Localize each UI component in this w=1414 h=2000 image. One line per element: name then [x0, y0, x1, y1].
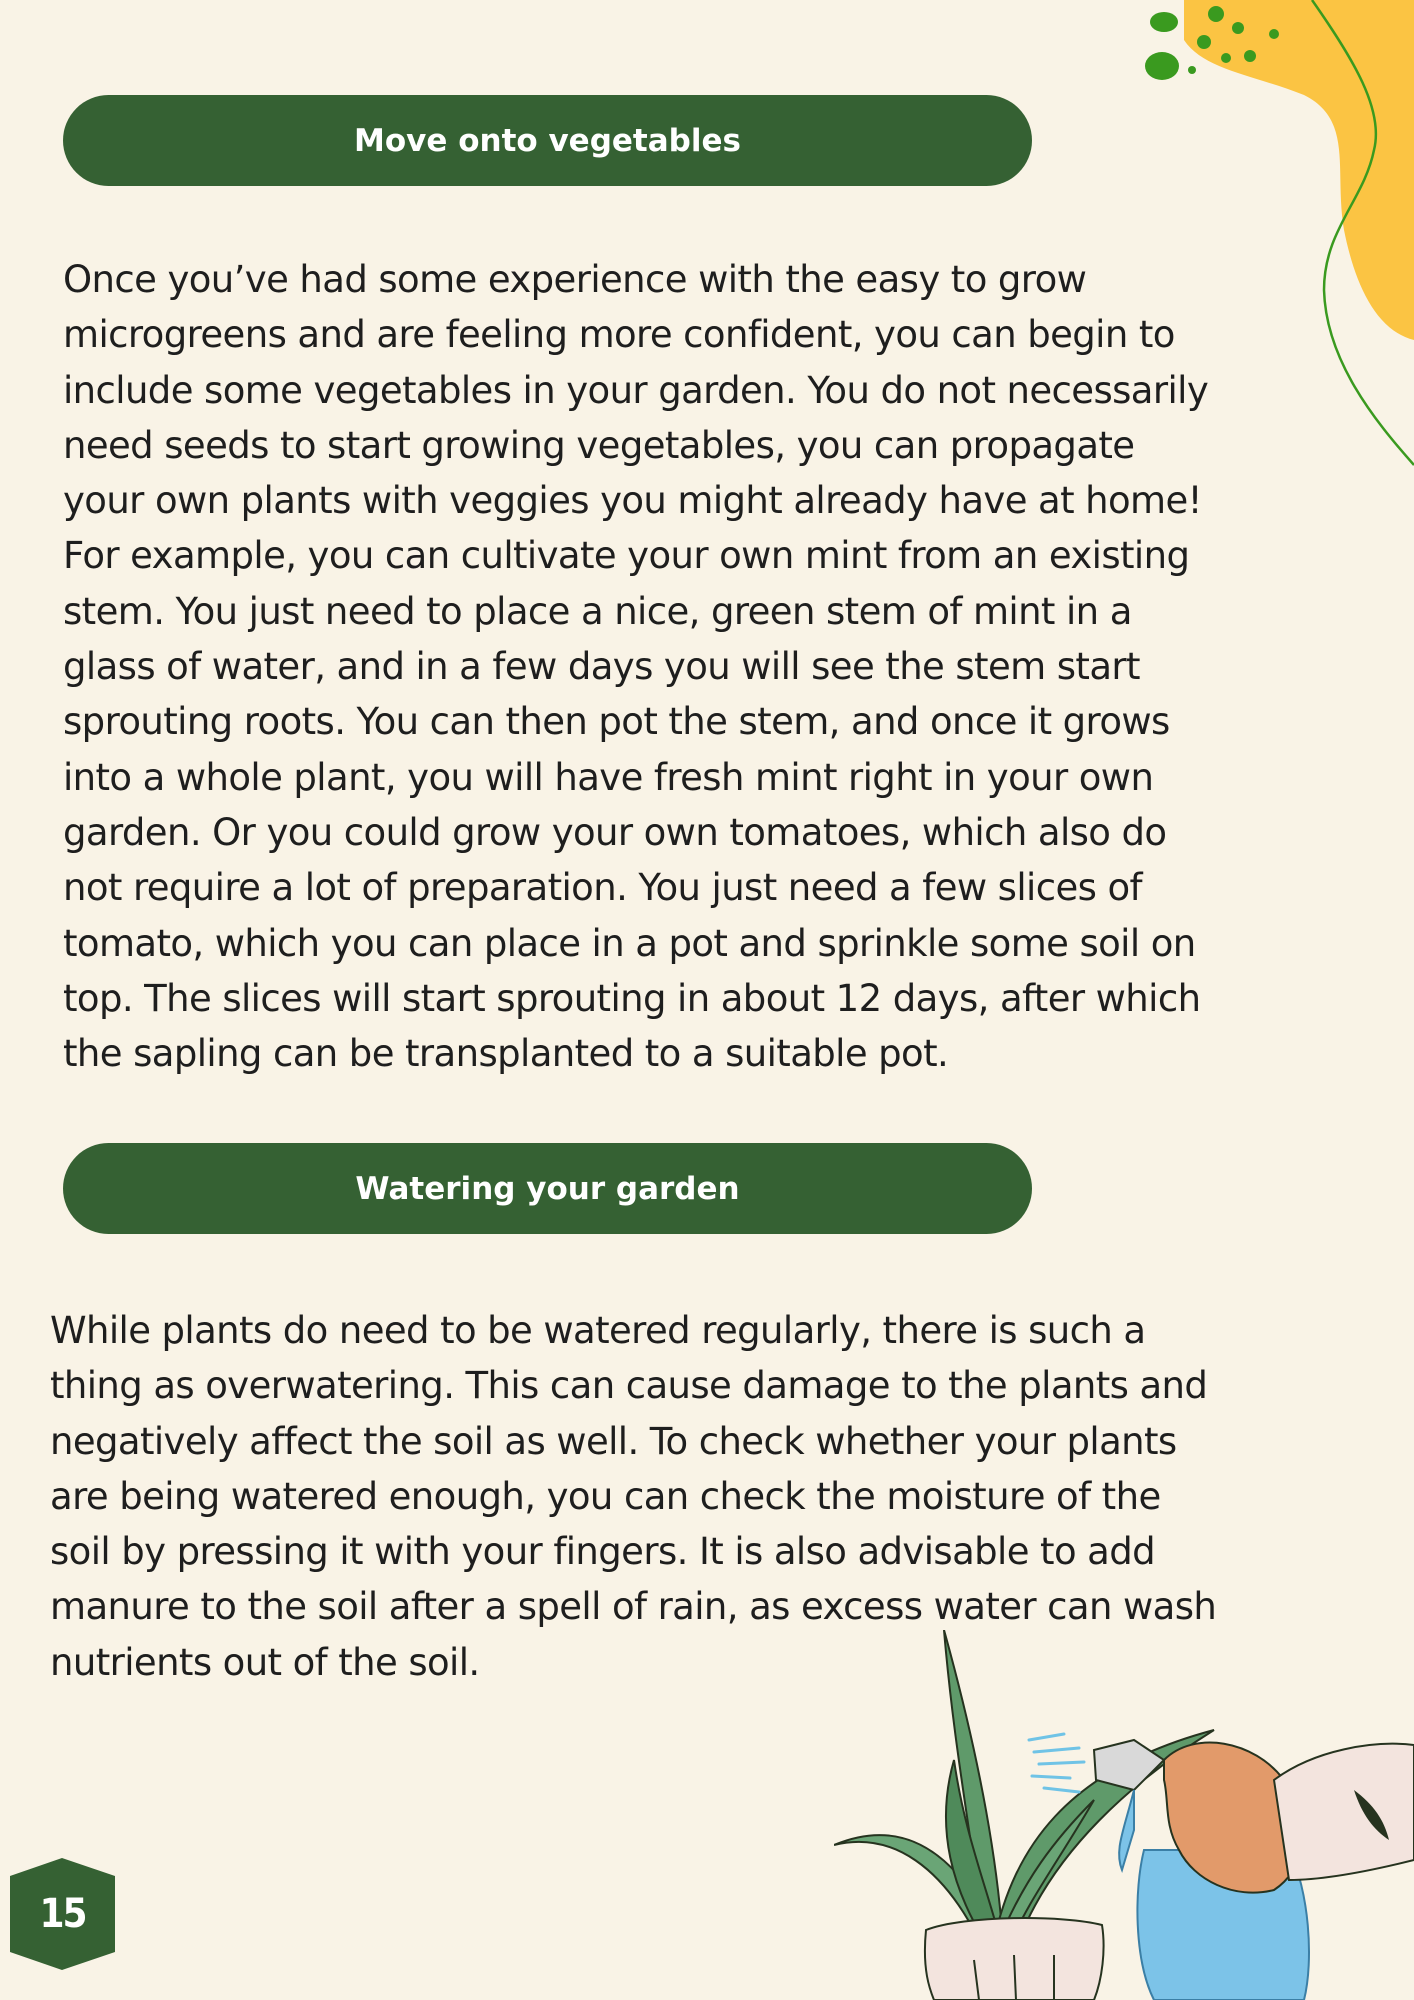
text-line: sprouting roots. You can then pot the stem, and once it grows: [63, 700, 1170, 744]
vegetables-paragraph: [63, 252, 1208, 1081]
leaf-dot-shape: [1232, 22, 1244, 34]
spray-bottle-nozzle-shape: [1094, 1740, 1164, 1790]
leaf-dot-shape: [1269, 29, 1279, 39]
leaf-dot-shape: [1145, 52, 1179, 80]
text-line: microgreens and are feeling more confident, you can begin to: [63, 313, 1175, 357]
leaf-dot-shape: [1244, 50, 1256, 62]
text-line: thing as overwatering. This can cause damage to the plants and: [50, 1364, 1208, 1408]
text-line: include some vegetables in your garden. You do not necessarily: [63, 368, 1209, 412]
text-line: glass of water, and in a few days you will see the stem start: [63, 645, 1140, 689]
text-line: stem. You just need to place a nice, green stem of mint in a: [63, 589, 1132, 633]
spray-mist-shape: [1029, 1734, 1084, 1792]
yellow-blob-shape: [1184, 0, 1414, 340]
text-line: are being watered enough, you can check the moisture of the: [50, 1474, 1161, 1518]
sleeve-shape: [1274, 1744, 1414, 1880]
text-line: manure to the soil after a spell of rain, as excess water can wash: [50, 1585, 1217, 1629]
text-line: For example, you can cultivate your own mint from an existing: [63, 534, 1190, 578]
text-line: need seeds to start growing vegetables, you can propagate: [63, 423, 1135, 467]
section-heading-vegetables: Move onto vegetables: [63, 95, 1032, 186]
text-line: your own plants with veggies you might already have at home!: [63, 479, 1202, 523]
plant-spray-illustration: [834, 1630, 1414, 2000]
leaf-dot-shape: [1221, 53, 1231, 63]
leaf-dot-shape: [1150, 12, 1178, 32]
text-line: not require a lot of preparation. You just need a few slices of: [63, 866, 1142, 910]
text-line: negatively affect the soil as well. To check whether your plants: [50, 1419, 1177, 1463]
section-heading-watering: Watering your garden: [63, 1143, 1032, 1234]
leaf-dot-shape: [1208, 6, 1224, 22]
text-line: Once you’ve had some experience with the easy to grow: [63, 258, 1087, 301]
text-line: tomato, which you can place in a pot and sprinkle some soil on: [63, 921, 1196, 965]
leaf-dot-shape: [1197, 35, 1211, 49]
text-line: the sapling can be transplanted to a suitable pot.: [63, 1032, 949, 1076]
text-line: top. The slices will start sprouting in about 12 days, after which: [63, 976, 1201, 1020]
text-line: soil by pressing it with your fingers. It is also advisable to add: [50, 1530, 1155, 1574]
page-number: 15: [39, 1891, 86, 1937]
spray-trigger-shape: [1119, 1790, 1134, 1870]
text-line: While plants do need to be watered regularly, there is such a: [50, 1309, 1146, 1352]
text-line: nutrients out of the soil.: [50, 1640, 480, 1684]
text-line: garden. Or you could grow your own tomatoes, which also do: [63, 810, 1167, 854]
leaf-dot-shape: [1188, 66, 1196, 74]
text-line: into a whole plant, you will have fresh mint right in your own: [63, 755, 1154, 799]
